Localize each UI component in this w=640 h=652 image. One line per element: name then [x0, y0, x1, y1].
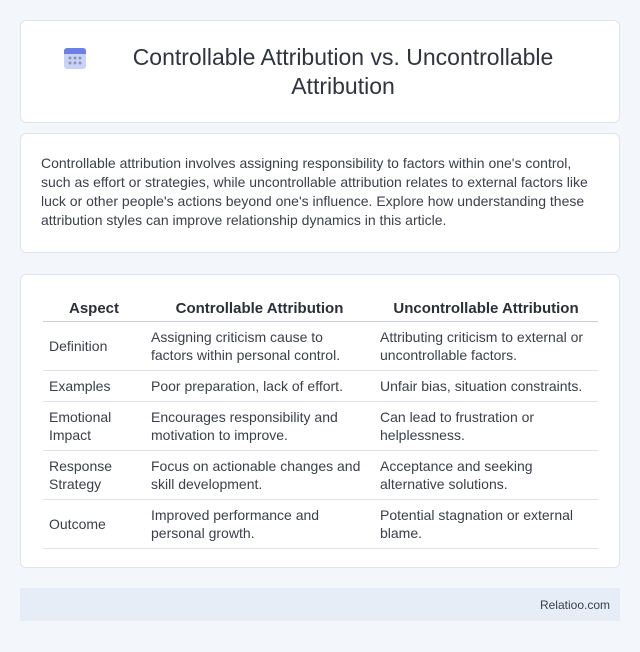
uncontrollable-cell: Attributing criticism to external or uncontrollable factors.: [374, 321, 598, 370]
intro-paragraph: Controllable attribution involves assigning responsibility to factors within one's control, such as effort or strategies, while uncontrollable attribution relates to external factors like luck or other people's actions beyond one's influence. Explore how understanding these attribution styles can improve relationship dynamics in this article.: [41, 155, 588, 228]
comparison-card: [20, 274, 620, 568]
controllable-cell: Improved performance and personal growth.: [145, 499, 374, 548]
table-header-row: [43, 297, 598, 321]
controllable-cell: Encourages responsibility and motivation to improve.: [145, 401, 374, 450]
table-row: [43, 370, 598, 401]
comparison-table: [43, 297, 598, 549]
footer: [20, 588, 620, 621]
uncontrollable-cell: Potential stagnation or external blame.: [374, 499, 598, 548]
uncontrollable-cell: Acceptance and seeking alternative solutions.: [374, 450, 598, 499]
page-title: Controllable Attribution vs. Uncontrollable Attribution: [132, 43, 554, 99]
title-wrap: [62, 43, 578, 101]
aspect-cell: Response Strategy: [43, 450, 145, 499]
header-aspect: Aspect: [43, 297, 145, 321]
controllable-cell: Focus on actionable changes and skill development.: [145, 450, 374, 499]
uncontrollable-cell: Can lead to frustration or helplessness.: [374, 401, 598, 450]
table-row: [43, 401, 598, 450]
header-controllable: Controllable Attribution: [145, 297, 374, 321]
header-uncontrollable: Uncontrollable Attribution: [374, 297, 598, 321]
footer-brand: Relatioo.com: [539, 597, 610, 612]
table-row: [43, 499, 598, 548]
calendar-icon: [62, 45, 88, 71]
table-row: [43, 321, 598, 370]
title-card: [20, 20, 620, 123]
aspect-cell: Emotional Impact: [43, 401, 145, 450]
aspect-cell: Outcome: [43, 499, 145, 548]
controllable-cell: Assigning criticism cause to factors within personal control.: [145, 321, 374, 370]
aspect-cell: Examples: [43, 370, 145, 401]
uncontrollable-cell: Unfair bias, situation constraints.: [374, 370, 598, 401]
table-row: [43, 450, 598, 499]
controllable-cell: Poor preparation, lack of effort.: [145, 370, 374, 401]
intro-card: [20, 133, 620, 253]
aspect-cell: Definition: [43, 321, 145, 370]
